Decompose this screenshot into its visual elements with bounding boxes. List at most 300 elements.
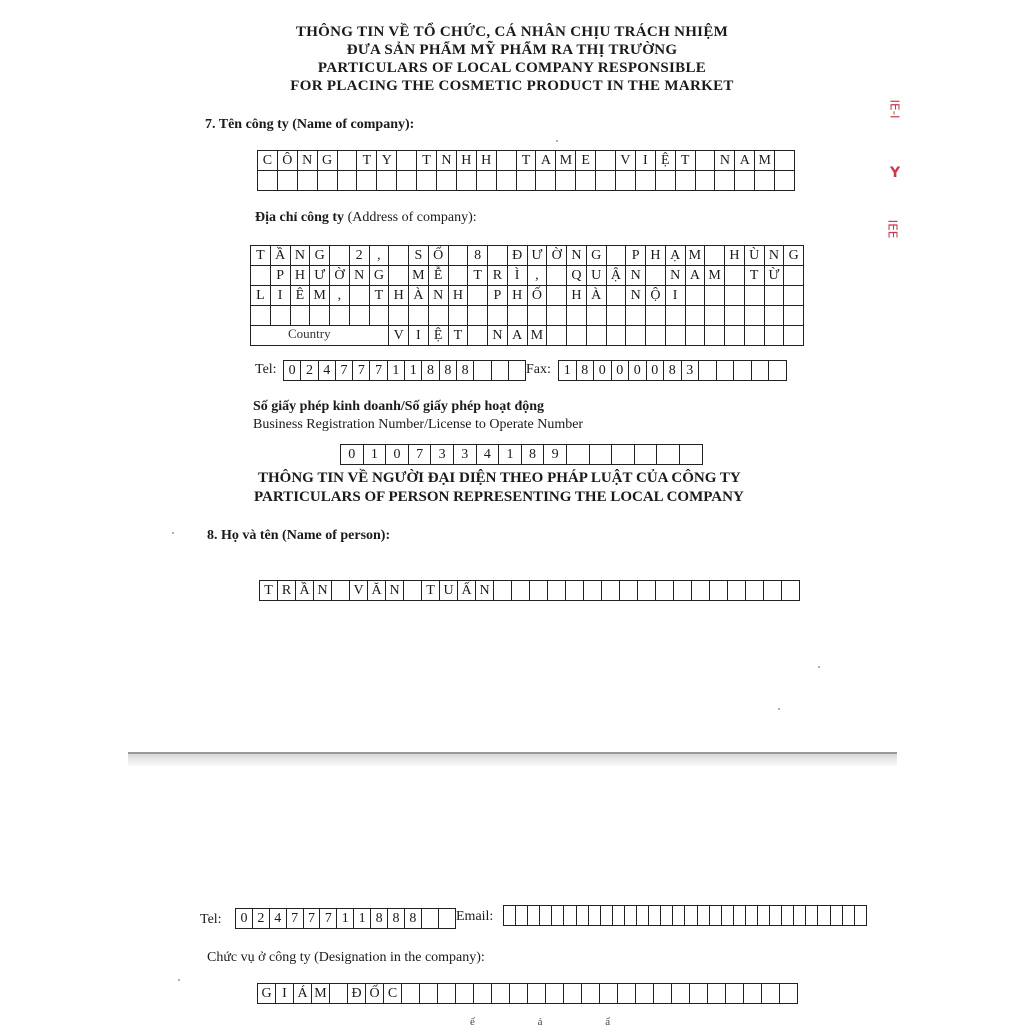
char-box: 8 (388, 909, 405, 929)
char-box (818, 906, 830, 926)
char-box: T (448, 326, 468, 346)
char-box (417, 171, 437, 191)
char-box: M (527, 326, 547, 346)
char-box: 7 (286, 909, 303, 929)
char-box: H (456, 151, 476, 171)
char-box: 7 (335, 361, 352, 381)
char-box: 7 (353, 361, 370, 381)
char-box: P (626, 246, 646, 266)
char-box (770, 906, 782, 926)
char-box: , (369, 246, 389, 266)
char-box: 3 (681, 361, 699, 381)
char-box (564, 906, 576, 926)
char-box (685, 286, 705, 306)
char-box: N (665, 266, 685, 286)
person-name-label: 8. Họ và tên (Name of person): (207, 528, 391, 543)
char-box (397, 171, 417, 191)
char-box (402, 984, 420, 1004)
char-box (349, 326, 369, 346)
char-box (854, 906, 866, 926)
char-box (421, 909, 438, 929)
header-line-4: FOR PLACING THE COSMETIC PRODUCT IN THE MARKET (290, 78, 734, 94)
char-box (733, 906, 745, 926)
char-box: 0 (236, 909, 253, 929)
char-box (726, 984, 744, 1004)
char-box (746, 581, 764, 601)
char-box (456, 171, 476, 191)
char-box: A (536, 151, 556, 171)
char-box (566, 581, 584, 601)
char-box: Ư (310, 266, 330, 286)
char-box: Q (567, 266, 587, 286)
char-box: A (685, 266, 705, 286)
char-box: Ố (527, 286, 547, 306)
char-box: N (290, 246, 310, 266)
char-box (665, 326, 685, 346)
char-box (586, 306, 606, 326)
char-box (474, 984, 492, 1004)
char-box: À (409, 286, 429, 306)
grid-row (504, 906, 867, 926)
page-break-band (128, 752, 897, 766)
grid-row (258, 171, 795, 191)
char-box (784, 326, 804, 346)
char-box: G (586, 246, 606, 266)
char-box: H (646, 246, 666, 266)
char-box (474, 361, 491, 381)
char-box: Ộ (646, 286, 666, 306)
char-box (646, 266, 666, 286)
char-box (277, 171, 297, 191)
char-box (420, 984, 438, 1004)
char-box: Ờ (547, 246, 567, 266)
char-box: Ầ (270, 246, 290, 266)
char-box: M (705, 266, 725, 286)
char-box (842, 906, 854, 926)
char-box: 7 (408, 445, 431, 465)
char-box (775, 171, 795, 191)
char-box: H (725, 246, 745, 266)
grid-row (251, 246, 804, 266)
char-box (606, 286, 626, 306)
char-box (528, 984, 546, 1004)
char-box (685, 906, 697, 926)
char-box (725, 326, 745, 346)
char-box: 0 (594, 361, 612, 381)
char-box (516, 171, 536, 191)
char-box (744, 286, 764, 306)
company-name-label: 7. Tên công ty (Name of company): (205, 117, 415, 132)
char-box: N (428, 286, 448, 306)
char-box: Ệ (655, 151, 675, 171)
char-box: 1 (405, 361, 422, 381)
char-box: 2 (252, 909, 269, 929)
address-label-vi: Địa chỉ công ty (255, 210, 345, 225)
char-box (332, 581, 350, 601)
grid-row (251, 326, 804, 346)
char-box: 4 (476, 445, 499, 465)
char-box: Ê (290, 286, 310, 306)
char-box: N (567, 246, 587, 266)
char-box: I (635, 151, 655, 171)
char-box: G (369, 266, 389, 286)
char-box: , (527, 266, 547, 286)
char-box: Y (377, 151, 397, 171)
char-box: M (556, 151, 576, 171)
char-box (389, 266, 409, 286)
char-box (428, 306, 448, 326)
char-box (784, 266, 804, 286)
char-box: Ừ (764, 266, 784, 286)
char-box (527, 306, 547, 326)
char-box (512, 581, 530, 601)
char-box (547, 306, 567, 326)
char-box: V (616, 151, 636, 171)
char-box: 8 (521, 445, 544, 465)
char-box: T (357, 151, 377, 171)
scan-speck (172, 532, 174, 534)
char-box (468, 286, 488, 306)
char-box (690, 984, 708, 1004)
char-box: 7 (370, 361, 387, 381)
char-box: P (270, 266, 290, 286)
char-box: T (675, 151, 695, 171)
char-box: N (314, 581, 332, 601)
grid-row (559, 361, 787, 381)
char-box (397, 151, 417, 171)
char-box (744, 984, 762, 1004)
char-box (757, 906, 769, 926)
char-box (530, 581, 548, 601)
char-box: 8 (456, 361, 473, 381)
char-box (330, 306, 350, 326)
char-box (725, 286, 745, 306)
char-box: H (290, 266, 310, 286)
char-box (357, 171, 377, 191)
char-box (638, 581, 656, 601)
char-box (616, 171, 636, 191)
char-box (725, 306, 745, 326)
grid-row (284, 361, 526, 381)
char-box (618, 984, 636, 1004)
char-box (780, 984, 798, 1004)
char-box (567, 306, 587, 326)
char-box (496, 151, 516, 171)
char-box (626, 326, 646, 346)
char-box (404, 581, 422, 601)
person-tel-label: Tel: (200, 912, 222, 927)
char-box: 4 (318, 361, 335, 381)
char-box: Ệ (428, 326, 448, 346)
char-box: Ă (368, 581, 386, 601)
char-box (762, 984, 780, 1004)
page-break-line (128, 752, 897, 754)
char-box (377, 171, 397, 191)
char-box: H (389, 286, 409, 306)
char-box: V (389, 326, 409, 346)
char-box: Đ (348, 984, 366, 1004)
char-box: 8 (404, 909, 421, 929)
header-line-3: PARTICULARS OF LOCAL COMPANY RESPONSIBLE (317, 60, 707, 76)
char-box: Á (294, 984, 312, 1004)
header-line-1: THÔNG TIN VỀ TỔ CHỨC, CÁ NHÂN CHỊU TRÁCH NHIỆM (295, 24, 729, 40)
char-box: Ễ (428, 266, 448, 286)
char-box: N (626, 286, 646, 306)
char-box: 0 (629, 361, 647, 381)
char-box (685, 326, 705, 346)
char-box (507, 306, 527, 326)
char-box (646, 326, 666, 346)
scan-speck (778, 708, 780, 710)
char-box: U (586, 266, 606, 286)
address-label (255, 210, 477, 226)
char-box (710, 581, 728, 601)
footer-fragment: ế ả ẩ (470, 1016, 641, 1028)
char-box (705, 306, 725, 326)
char-box (456, 984, 474, 1004)
char-box: Đ (507, 246, 527, 266)
char-box: P (488, 286, 508, 306)
char-box (566, 445, 589, 465)
char-box: 1 (363, 445, 386, 465)
char-box (389, 306, 409, 326)
char-box: M (755, 151, 775, 171)
char-box (636, 984, 654, 1004)
char-box: M (312, 984, 330, 1004)
char-box (612, 445, 635, 465)
grid-row (258, 984, 798, 1004)
char-box: H (507, 286, 527, 306)
char-box (637, 906, 649, 926)
char-box (270, 306, 290, 326)
char-box (564, 984, 582, 1004)
char-box: Ù (744, 246, 764, 266)
char-box (735, 171, 755, 191)
grid-row (258, 151, 795, 171)
char-box (488, 306, 508, 326)
char-box (290, 306, 310, 326)
char-box: 1 (337, 909, 354, 929)
char-box (389, 246, 409, 266)
char-box: N (297, 151, 317, 171)
char-box (721, 906, 733, 926)
char-box: L (251, 286, 271, 306)
char-box (606, 306, 626, 326)
char-box: 0 (611, 361, 629, 381)
char-box (675, 171, 695, 191)
char-box (251, 266, 271, 286)
char-box (584, 581, 602, 601)
char-box (552, 906, 564, 926)
char-box (624, 906, 636, 926)
char-box (504, 906, 516, 926)
char-box: Ậ (606, 266, 626, 286)
char-box (547, 286, 567, 306)
char-box (310, 306, 330, 326)
char-box: A (735, 151, 755, 171)
char-box (330, 246, 350, 266)
char-box (448, 246, 468, 266)
char-box: U (440, 581, 458, 601)
char-box (251, 306, 271, 326)
char-box: G (317, 151, 337, 171)
char-box: Ư (527, 246, 547, 266)
char-box (794, 906, 806, 926)
char-box (715, 171, 735, 191)
char-box: Ố (428, 246, 448, 266)
char-box (369, 306, 389, 326)
char-box: 9 (544, 445, 567, 465)
char-box (468, 326, 488, 346)
char-box: 3 (431, 445, 454, 465)
char-box (330, 984, 348, 1004)
char-box: M (685, 246, 705, 266)
char-box (784, 286, 804, 306)
char-box: T (744, 266, 764, 286)
char-box: I (276, 984, 294, 1004)
char-box (764, 581, 782, 601)
scan-speck (178, 979, 180, 981)
char-box (582, 984, 600, 1004)
side-mark-3: IEE (885, 219, 900, 239)
char-box: 1 (559, 361, 577, 381)
company-fax-grid (558, 360, 787, 381)
char-box (437, 171, 457, 191)
char-box: N (349, 266, 369, 286)
char-box: Ì (507, 266, 527, 286)
char-box (556, 171, 576, 191)
char-box: 8 (664, 361, 682, 381)
char-box (649, 906, 661, 926)
email-label: Email: (456, 909, 494, 924)
char-box (784, 306, 804, 326)
char-box (349, 306, 369, 326)
char-box (806, 906, 818, 926)
char-box: R (278, 581, 296, 601)
char-box (612, 906, 624, 926)
char-box (586, 326, 606, 346)
char-box: N (386, 581, 404, 601)
char-box (251, 326, 271, 346)
char-box (297, 171, 317, 191)
person-name-grid (259, 580, 800, 601)
grid-row (251, 286, 804, 306)
char-box: Ờ (330, 266, 350, 286)
char-box: M (409, 266, 429, 286)
grid-row (236, 909, 456, 929)
char-box: Ố (366, 984, 384, 1004)
char-box: G (784, 246, 804, 266)
char-box: N (626, 266, 646, 286)
char-box: À (586, 286, 606, 306)
char-box: T (417, 151, 437, 171)
char-box (708, 984, 726, 1004)
char-box (567, 326, 587, 346)
char-box (596, 171, 616, 191)
char-box (728, 581, 746, 601)
grid-row (260, 581, 800, 601)
char-box: 8 (468, 246, 488, 266)
char-box: Ầ (296, 581, 314, 601)
char-box (600, 906, 612, 926)
char-box (655, 171, 675, 191)
char-box: V (350, 581, 368, 601)
char-box: I (409, 326, 429, 346)
char-box (596, 151, 616, 171)
side-mark-2: Y (890, 165, 901, 181)
char-box: 0 (386, 445, 409, 465)
char-box (695, 151, 715, 171)
char-box (626, 306, 646, 326)
char-box: 1 (354, 909, 371, 929)
char-box: 2 (349, 246, 369, 266)
char-box (699, 361, 717, 381)
char-box: N (764, 246, 784, 266)
license-label-en: Business Registration Number/License to Operate Number (253, 417, 584, 432)
char-box: 7 (303, 909, 320, 929)
char-box: I (270, 286, 290, 306)
char-box (600, 984, 618, 1004)
char-box (369, 326, 389, 346)
char-box (661, 906, 673, 926)
char-box: G (258, 984, 276, 1004)
char-box (589, 445, 612, 465)
char-box (528, 906, 540, 926)
char-box (764, 326, 784, 346)
scan-speck (818, 666, 820, 668)
char-box: H (448, 286, 468, 306)
char-box (672, 984, 690, 1004)
char-box (516, 906, 528, 926)
char-box: T (516, 151, 536, 171)
char-box (602, 581, 620, 601)
char-box: R (488, 266, 508, 286)
char-box: 0 (646, 361, 664, 381)
char-box (685, 306, 705, 326)
char-box: H (476, 151, 496, 171)
char-box (576, 171, 596, 191)
char-box (547, 266, 567, 286)
char-box: T (260, 581, 278, 601)
address-grid (250, 245, 804, 346)
char-box (606, 246, 626, 266)
char-box: 8 (576, 361, 594, 381)
char-box (697, 906, 709, 926)
char-box (744, 326, 764, 346)
char-box (716, 361, 734, 381)
char-box (494, 581, 512, 601)
char-box (330, 326, 350, 346)
char-box (588, 906, 600, 926)
char-box: , (330, 286, 350, 306)
char-box (536, 171, 556, 191)
char-box (764, 306, 784, 326)
scan-speck (556, 140, 558, 142)
grid-row (251, 266, 804, 286)
char-box (337, 171, 357, 191)
char-box (409, 306, 429, 326)
char-box: 7 (320, 909, 337, 929)
char-box: A (507, 326, 527, 346)
char-box (576, 906, 588, 926)
char-box: 2 (301, 361, 318, 381)
char-box: N (437, 151, 457, 171)
char-box (646, 306, 666, 326)
header-line-2: ĐƯA SẢN PHẨM MỸ PHẨM RA THỊ TRƯỜNG (346, 42, 678, 58)
char-box: E (576, 151, 596, 171)
char-box (492, 984, 510, 1004)
char-box: S (409, 246, 429, 266)
